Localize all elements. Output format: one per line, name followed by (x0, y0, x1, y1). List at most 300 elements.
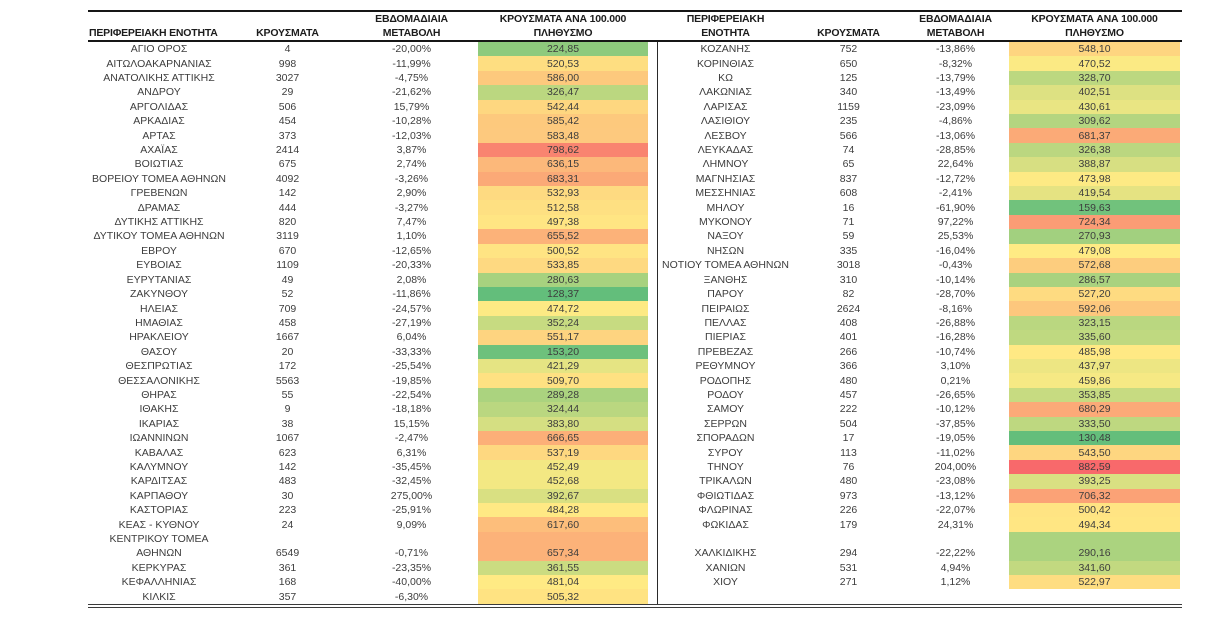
region-cell: ΣΠΟΡΑΔΩΝ (696, 432, 755, 445)
region-cell: ΡΟΔΟΥ (707, 388, 744, 401)
weekly-change-cell: -61,90% (935, 201, 976, 214)
cases-per-100k-cell: 527,20 (1009, 287, 1180, 301)
right-table-left-border (657, 42, 658, 604)
weekly-change-cell: 1,10% (396, 230, 427, 243)
cases-per-100k-cell: 309,62 (1009, 114, 1180, 128)
cases-cell: 142 (278, 460, 297, 473)
weekly-change-cell: -28,85% (935, 144, 976, 157)
weekly-change-cell: -3,27% (394, 201, 429, 214)
cases-cell: 55 (281, 388, 294, 401)
weekly-change-cell: 3,87% (396, 144, 427, 157)
cases-per-100k-cell: 159,63 (1009, 200, 1180, 214)
region-cell: ΕΥΡΥΤΑΝΙΑΣ (126, 273, 192, 286)
cases-per-100k-cell: 290,16 (1009, 532, 1180, 561)
table-row (656, 330, 1180, 344)
cases-per-100k-cell: 585,42 (478, 114, 648, 128)
weekly-change-cell: 6,04% (396, 331, 427, 344)
region-cell: ΡΕΘΥΜΝΟΥ (695, 360, 756, 373)
table-row (656, 431, 1180, 445)
cases-cell: 623 (278, 446, 297, 459)
cases-cell: 1667 (275, 331, 300, 344)
weekly-change-cell: -3,26% (394, 172, 429, 185)
region-cell: ΑΡΤΑΣ (142, 129, 176, 142)
cases-cell: 235 (839, 115, 858, 128)
column-header-region: ΠΕΡΙΦΕΡΕΙΑΚΗ ΕΝΟΤΗΤΑ (686, 12, 765, 40)
weekly-change-cell: 3,10% (940, 360, 971, 373)
cases-per-100k-cell: 542,44 (478, 100, 648, 114)
region-cell: ΣΕΡΡΩΝ (704, 417, 747, 430)
region-cell: ΤΡΙΚΑΛΩΝ (699, 475, 752, 488)
region-cell: ΘΕΣΠΡΩΤΙΑΣ (125, 360, 193, 373)
column-header-cases-per-100k: ΚΡΟΥΣΜΑΤΑ ΑΝΑ 100.000 ΠΛΗΘΥΣΜΟ (499, 12, 627, 40)
weekly-change-cell: -10,74% (935, 345, 976, 358)
cases-per-100k-cell: 328,70 (1009, 71, 1180, 85)
weekly-change-cell: -16,28% (935, 331, 976, 344)
region-cell: ΚΑΡΠΑΘΟΥ (129, 489, 189, 502)
table-row (656, 200, 1180, 214)
weekly-change-cell: -19,05% (935, 432, 976, 445)
weekly-change-cell: 2,74% (396, 158, 427, 171)
cases-cell: 444 (278, 201, 297, 214)
region-cell: ΦΛΩΡΙΝΑΣ (698, 504, 753, 517)
cases-per-100k-cell: 473,98 (1009, 172, 1180, 186)
table-row (656, 56, 1180, 70)
weekly-change-cell: -8,16% (938, 302, 973, 315)
table-row (656, 460, 1180, 474)
cases-cell: 1159 (837, 100, 860, 113)
table-row (88, 503, 648, 517)
weekly-change-cell: -23,08% (935, 475, 976, 488)
cases-per-100k-cell: 586,00 (478, 71, 648, 85)
cases-cell: 142 (278, 187, 297, 200)
region-cell: ΚΕΦΑΛΛΗΝΙΑΣ (121, 576, 197, 589)
table-row (88, 359, 648, 373)
region-cell: ΝΗΣΩΝ (706, 244, 745, 257)
cases-per-100k-cell: 130,48 (1009, 431, 1180, 445)
table-row (656, 273, 1180, 287)
region-cell: ΛΕΥΚΑΔΑΣ (697, 144, 754, 157)
weekly-change-cell: -11,02% (936, 446, 975, 459)
cases-per-100k-cell: 335,60 (1009, 330, 1180, 344)
cases-cell: 357 (278, 590, 297, 603)
weekly-change-cell: -2,41% (938, 187, 973, 200)
weekly-change-cell: 0,21% (940, 374, 971, 387)
region-cell: ΦΘΙΩΤΙΔΑΣ (696, 489, 755, 502)
region-cell: ΛΑΣΙΘΙΟΥ (700, 115, 751, 128)
cases-cell: 608 (839, 187, 858, 200)
cases-cell: 5563 (275, 374, 300, 387)
weekly-change-cell: -13,12% (935, 489, 976, 502)
table-row (656, 42, 1180, 56)
region-cell: ΚΟΖΑΝΗΣ (700, 43, 751, 56)
weekly-change-cell: 7,47% (396, 216, 427, 229)
cases-per-100k-cell: 324,44 (478, 402, 648, 416)
region-cell: ΜΑΓΝΗΣΙΑΣ (695, 172, 756, 185)
cases-per-100k-cell: 388,87 (1009, 157, 1180, 171)
region-cell: ΘΗΡΑΣ (141, 388, 177, 401)
region-cell: ΕΒΡΟΥ (141, 244, 177, 257)
cases-cell: 458 (278, 316, 297, 329)
weekly-change-cell: 9,09% (396, 518, 427, 531)
cases-per-100k-cell: 361,55 (478, 561, 648, 575)
table-row (88, 330, 648, 344)
table-row (88, 273, 648, 287)
cases-cell: 335 (839, 244, 858, 257)
cases-per-100k-cell: 128,37 (478, 287, 648, 301)
table-row (88, 215, 648, 229)
cases-per-100k-cell: 326,38 (1009, 143, 1180, 157)
cases-cell: 408 (839, 316, 858, 329)
region-cell: ΗΡΑΚΛΕΙΟΥ (129, 331, 189, 344)
cases-per-100k-cell: 680,29 (1009, 402, 1180, 416)
table-row (88, 532, 648, 561)
weekly-change-cell: -16,04% (935, 244, 976, 257)
table-row (88, 373, 648, 387)
cases-per-100k-cell: 437,97 (1009, 359, 1180, 373)
region-cell: ΑΧΑΪΑΣ (140, 144, 178, 157)
cases-cell: 2624 (836, 302, 861, 315)
cases-cell: 837 (839, 172, 858, 185)
column-header-cases: ΚΡΟΥΣΜΑΤΑ (817, 27, 880, 40)
cases-cell: 457 (839, 388, 858, 401)
table-row (656, 345, 1180, 359)
cases-per-100k-cell: 494,34 (1009, 517, 1180, 531)
weekly-change-cell: -40,00% (391, 576, 432, 589)
cases-cell: 226 (839, 504, 858, 517)
table-row (88, 316, 648, 330)
region-cell: ΞΑΝΘΗΣ (703, 273, 748, 286)
cases-cell: 52 (281, 288, 294, 301)
table-row (88, 143, 648, 157)
cases-cell: 168 (278, 576, 297, 589)
region-cell: ΑΡΓΟΛΙΔΑΣ (129, 100, 189, 113)
table-row (656, 157, 1180, 171)
cases-per-100k-cell: 548,10 (1009, 42, 1180, 56)
table-row (88, 85, 648, 99)
table-row (656, 489, 1180, 503)
table-row (88, 345, 648, 359)
table-row (656, 85, 1180, 99)
weekly-change-cell: -33,33% (391, 345, 432, 358)
cases-cell: 30 (281, 489, 294, 502)
cases-cell: 373 (278, 129, 297, 142)
table-row (88, 186, 648, 200)
cases-cell: 76 (842, 460, 855, 473)
cases-per-100k-cell: 533,85 (478, 258, 648, 272)
region-cell: ΙΩΑΝΝΙΝΩΝ (129, 432, 189, 445)
weekly-change-cell: -11,86% (392, 288, 431, 301)
cases-per-100k-cell: 636,15 (478, 157, 648, 171)
region-cell: ΕΥΒΟΙΑΣ (136, 259, 182, 272)
cases-cell: 125 (839, 72, 858, 85)
region-cell: ΘΑΣΟΥ (140, 345, 178, 358)
cases-cell: 480 (839, 475, 858, 488)
table-row (656, 517, 1180, 531)
table-row (88, 100, 648, 114)
table-row (88, 589, 648, 603)
table-row (656, 128, 1180, 142)
region-cell: ΚΑΛΥΜΝΟΥ (129, 460, 189, 473)
region-cell: ΧΑΛΚΙΔΙΚΗΣ (694, 547, 757, 560)
cases-per-100k-cell: 402,51 (1009, 85, 1180, 99)
cases-cell: 3018 (836, 259, 861, 272)
cases-per-100k-cell: 520,53 (478, 56, 648, 70)
cases-cell: 20 (281, 345, 294, 358)
regional-units-table-right (656, 42, 1180, 589)
cases-per-100k-cell: 505,32 (478, 589, 648, 603)
region-cell: ΔΥΤΙΚΗΣ ΑΤΤΙΚΗΣ (114, 216, 204, 229)
region-cell: ΛΑΚΩΝΙΑΣ (699, 86, 752, 99)
table-row (656, 287, 1180, 301)
region-cell: ΚΕΡΚΥΡΑΣ (131, 561, 187, 574)
table-row (88, 431, 648, 445)
region-cell: ΚΩ (718, 72, 733, 85)
region-cell: ΜΥΚΟΝΟΥ (698, 216, 752, 229)
region-cell: ΑΝΑΤΟΛΙΚΗΣ ΑΤΤΙΚΗΣ (103, 72, 215, 85)
table-row (656, 503, 1180, 517)
cases-per-100k-cell: 592,06 (1009, 301, 1180, 315)
weekly-change-cell: 4,94% (940, 561, 971, 574)
cases-cell: 38 (281, 417, 294, 430)
weekly-change-cell: -37,85% (935, 417, 976, 430)
weekly-change-cell: 22,64% (937, 158, 974, 171)
cases-per-100k-cell: 474,72 (478, 301, 648, 315)
cases-cell: 361 (278, 561, 297, 574)
weekly-change-cell: -23,35% (391, 561, 432, 574)
cases-cell: 16 (842, 201, 855, 214)
weekly-change-cell: 2,08% (396, 273, 427, 286)
cases-cell: 675 (278, 158, 297, 171)
region-cell: ΑΝΔΡΟΥ (137, 86, 181, 99)
cases-cell: 82 (842, 288, 855, 301)
cases-cell: 670 (278, 244, 297, 257)
cases-cell: 2414 (275, 144, 300, 157)
region-cell: ΡΟΔΟΠΗΣ (699, 374, 752, 387)
region-cell: ΠΡΕΒΕΖΑΣ (697, 345, 754, 358)
cases-per-100k-cell: 683,31 (478, 172, 648, 186)
cases-cell: 24 (281, 518, 294, 531)
cases-per-100k-cell: 485,98 (1009, 345, 1180, 359)
weekly-change-cell: -25,54% (391, 360, 432, 373)
cases-per-100k-cell: 479,08 (1009, 244, 1180, 258)
weekly-change-cell: -25,91% (391, 504, 432, 517)
cases-per-100k-cell: 419,54 (1009, 186, 1180, 200)
column-header-cases: ΚΡΟΥΣΜΑΤΑ (256, 27, 319, 40)
region-cell: ΚΟΡΙΝΘΙΑΣ (697, 57, 754, 70)
cases-cell: 310 (839, 273, 858, 286)
table-row (656, 388, 1180, 402)
cases-cell: 709 (278, 302, 297, 315)
table-row (88, 172, 648, 186)
cases-per-100k-cell: 551,17 (478, 330, 648, 344)
cases-per-100k-cell: 798,62 (478, 143, 648, 157)
table-row (656, 316, 1180, 330)
table-row (656, 71, 1180, 85)
cases-per-100k-cell: 657,34 (478, 532, 648, 561)
region-cell: ΣΑΜΟΥ (706, 403, 745, 416)
region-cell: ΒΟΡΕΙΟΥ ΤΟΜΕΑ ΑΘΗΝΩΝ (92, 172, 226, 185)
weekly-change-cell: -2,47% (394, 432, 429, 445)
table-row (88, 258, 648, 272)
cases-per-100k-cell: 333,50 (1009, 417, 1180, 431)
cases-per-100k-cell: 341,60 (1009, 561, 1180, 575)
cases-per-100k-cell: 352,24 (478, 316, 648, 330)
cases-per-100k-cell: 286,57 (1009, 273, 1180, 287)
table-row (656, 244, 1180, 258)
table-row (88, 561, 648, 575)
weekly-change-cell: -28,70% (935, 288, 976, 301)
table-row (88, 229, 648, 243)
cases-per-100k-cell: 681,37 (1009, 128, 1180, 142)
cases-cell: 71 (842, 216, 855, 229)
cases-per-100k-cell: 655,52 (478, 229, 648, 243)
cases-cell: 59 (842, 230, 855, 243)
table-bottom-border (88, 604, 1182, 608)
cases-cell: 4092 (275, 172, 300, 185)
cases-per-100k-cell: 153,20 (478, 345, 648, 359)
cases-per-100k-cell: 270,93 (1009, 229, 1180, 243)
cases-per-100k-cell: 532,93 (478, 186, 648, 200)
cases-per-100k-cell: 537,19 (478, 445, 648, 459)
region-cell: ΚΕΑΣ - ΚΥΘΝΟΥ (118, 518, 200, 531)
right-table-header-row (656, 12, 1180, 40)
cases-cell: 223 (278, 504, 297, 517)
table-row (88, 42, 648, 56)
cases-cell: 650 (839, 57, 858, 70)
table-row (656, 100, 1180, 114)
cases-per-100k-cell: 383,80 (478, 417, 648, 431)
weekly-change-cell: -24,57% (391, 302, 432, 315)
weekly-change-cell: -13,49% (935, 86, 976, 99)
cases-per-100k-cell: 522,97 (1009, 575, 1180, 589)
table-row (656, 373, 1180, 387)
weekly-change-cell: -13,06% (935, 129, 976, 142)
region-cell: ΠΑΡΟΥ (707, 288, 744, 301)
cases-cell: 3119 (276, 230, 299, 243)
table-row (88, 71, 648, 85)
cases-cell: 820 (278, 216, 297, 229)
weekly-change-cell: 15,15% (393, 417, 430, 430)
cases-cell: 454 (278, 115, 297, 128)
region-cell: ΖΑΚΥΝΘΟΥ (129, 288, 188, 301)
column-header-region: ΠΕΡΙΦΕΡΕΙΑΚΗ ΕΝΟΤΗΤΑ (89, 27, 218, 40)
cases-per-100k-cell: 706,32 (1009, 489, 1180, 503)
cases-cell: 222 (839, 403, 858, 416)
cases-per-100k-cell: 481,04 (478, 575, 648, 589)
table-row (88, 417, 648, 431)
cases-per-100k-cell: 323,15 (1009, 316, 1180, 330)
table-row (656, 258, 1180, 272)
region-cell: ΑΓΙΟ ΟΡΟΣ (130, 43, 188, 56)
table-row (88, 244, 648, 258)
weekly-change-cell: -32,45% (391, 475, 432, 488)
weekly-change-cell: -8,32% (938, 57, 973, 70)
cases-per-100k-cell: 392,67 (478, 489, 648, 503)
weekly-change-cell: -11,99% (392, 57, 431, 70)
table-row (656, 143, 1180, 157)
weekly-change-cell: 15,79% (393, 100, 430, 113)
weekly-change-cell: -20,00% (391, 43, 432, 56)
cases-cell: 9 (284, 403, 291, 416)
cases-per-100k-cell: 353,85 (1009, 388, 1180, 402)
cases-cell: 504 (839, 417, 858, 430)
cases-cell: 65 (842, 158, 855, 171)
cases-per-100k-cell: 430,61 (1009, 100, 1180, 114)
weekly-change-cell: 6,31% (396, 446, 427, 459)
table-row (88, 460, 648, 474)
table-row (88, 56, 648, 70)
weekly-change-cell: -4,86% (938, 115, 973, 128)
table-row (88, 575, 648, 589)
regional-units-table-left (88, 42, 648, 604)
cases-cell: 6549 (275, 547, 300, 560)
cases-cell: 998 (278, 57, 297, 70)
weekly-change-cell: 204,00% (934, 460, 977, 473)
weekly-change-cell: 97,22% (937, 216, 974, 229)
region-cell: ΧΙΟΥ (713, 576, 738, 589)
cases-per-100k-cell: 280,63 (478, 273, 648, 287)
weekly-change-cell: 1,12% (940, 576, 971, 589)
region-cell: ΜΕΣΣΗΝΙΑΣ (695, 187, 756, 200)
cases-cell: 483 (278, 475, 297, 488)
table-row (656, 229, 1180, 243)
table-row (656, 301, 1180, 315)
table-row (88, 517, 648, 531)
weekly-change-cell: -10,28% (391, 115, 432, 128)
weekly-change-cell: -13,86% (935, 43, 976, 56)
cases-per-100k-cell: 224,85 (478, 42, 648, 56)
weekly-change-cell: -10,12% (935, 403, 976, 416)
region-cell: ΘΕΣΣΑΛΟΝΙΚΗΣ (118, 374, 200, 387)
cases-per-100k-cell: 500,42 (1009, 503, 1180, 517)
region-cell: ΒΟΙΩΤΙΑΣ (134, 158, 184, 171)
region-cell: ΠΙΕΡΙΑΣ (705, 331, 746, 344)
weekly-change-cell: -12,72% (935, 172, 976, 185)
weekly-change-cell: 24,31% (937, 518, 974, 531)
region-cell: ΚΙΛΚΙΣ (142, 590, 176, 603)
region-cell: ΚΕΝΤΡΙΚΟΥ ΤΟΜΕΑ ΑΘΗΝΩΝ (109, 533, 209, 560)
weekly-change-cell: 25,53% (937, 230, 974, 243)
region-cell: ΛΕΣΒΟΥ (704, 129, 747, 142)
table-row (88, 388, 648, 402)
cases-per-100k-cell: 543,50 (1009, 445, 1180, 459)
region-cell: ΔΡΑΜΑΣ (137, 201, 181, 214)
region-cell: ΙΚΑΡΙΑΣ (138, 417, 180, 430)
cases-per-100k-cell: 724,34 (1009, 215, 1180, 229)
cases-cell: 74 (842, 144, 855, 157)
weekly-change-cell: 275,00% (390, 489, 433, 502)
cases-per-100k-cell: 459,86 (1009, 373, 1180, 387)
region-cell: ΑΡΚΑΔΙΑΣ (133, 115, 185, 128)
region-cell: ΧΑΝΙΩΝ (705, 561, 746, 574)
cases-cell: 266 (839, 345, 858, 358)
region-cell: ΛΑΡΙΣΑΣ (703, 100, 748, 113)
weekly-change-cell: -0,43% (938, 259, 973, 272)
column-header-weekly-change: ΕΒΔΟΜΑΔΙΑΙΑ ΜΕΤΑΒΟΛΗ (375, 12, 448, 40)
cases-cell: 973 (839, 489, 858, 502)
weekly-change-cell: -18,18% (391, 403, 432, 416)
weekly-change-cell: -35,45% (391, 460, 432, 473)
cases-cell: 29 (281, 86, 294, 99)
cases-per-100k-cell: 583,48 (478, 128, 648, 142)
table-row (656, 359, 1180, 373)
table-row (88, 287, 648, 301)
cases-per-100k-cell: 497,38 (478, 215, 648, 229)
cases-per-100k-cell: 666,65 (478, 431, 648, 445)
region-cell: ΓΡΕΒΕΝΩΝ (130, 187, 188, 200)
cases-cell: 1109 (276, 259, 299, 272)
region-cell: ΙΘΑΚΗΣ (139, 403, 179, 416)
